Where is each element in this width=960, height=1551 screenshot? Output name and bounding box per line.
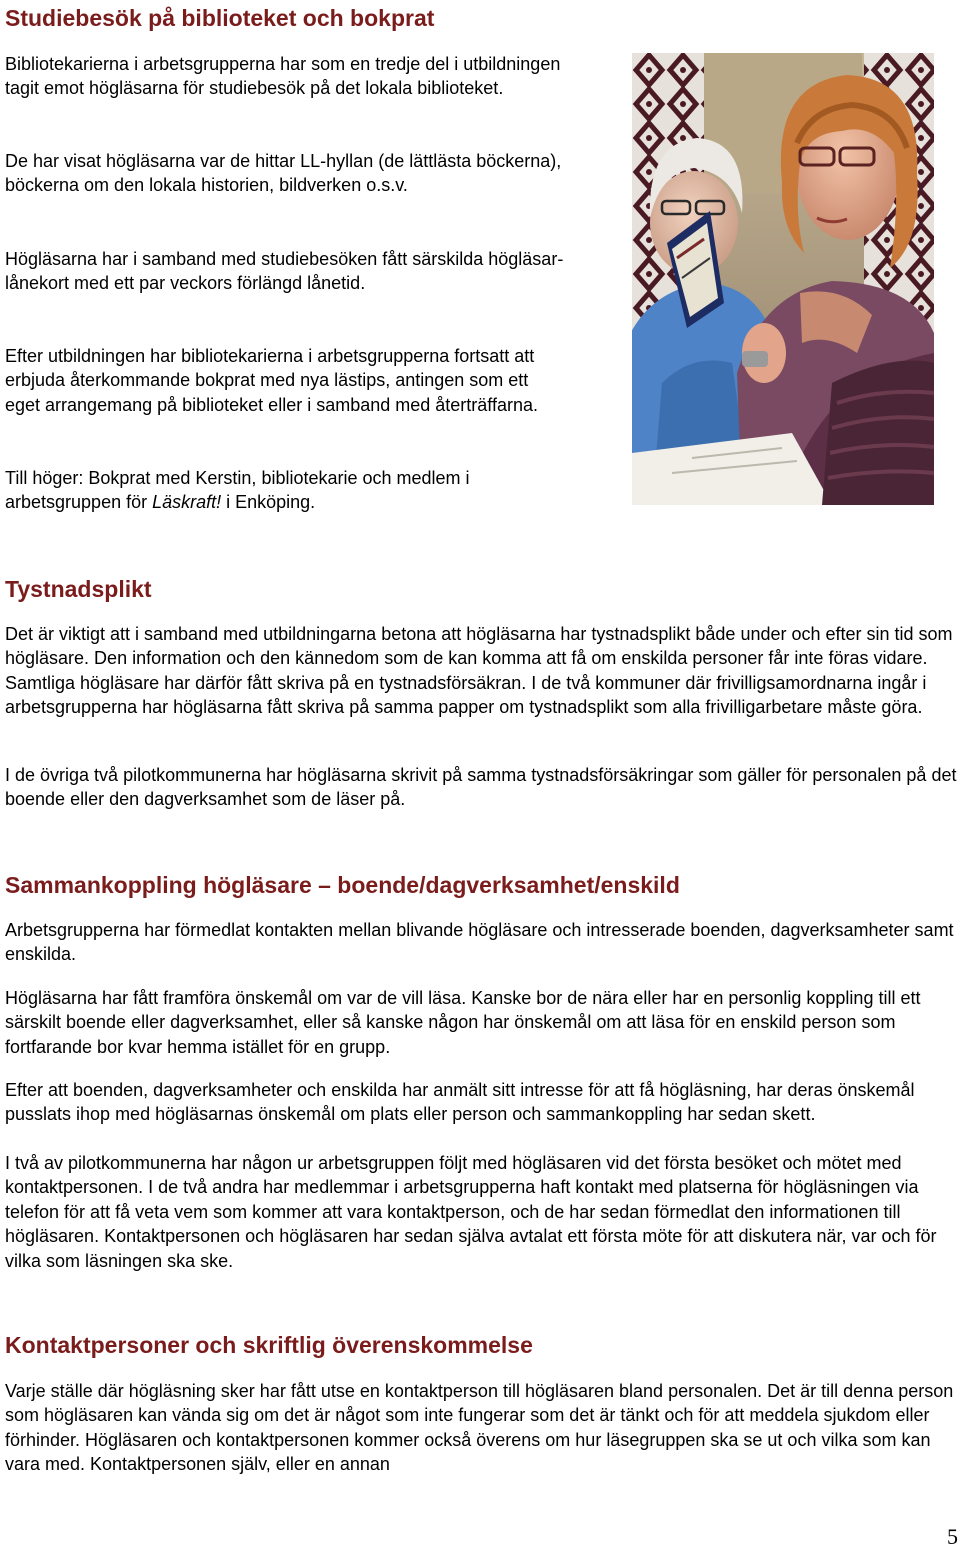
paragraph-matching-process: Efter att boenden, dagverksamheter och enskilda har anmält sitt intresse för att få högläsning, har deras önskemål pusslats ihop med högläsarnas önskemål om plats eller person och sammankoppling har sedan skett. <box>5 1080 915 1125</box>
photo-caption <box>5 466 565 515</box>
photo-illustration <box>632 53 934 505</box>
paragraph-library-cards: Högläsarna har i samband med studiebesöken fått särskilda högläsar-lånekort med ett par veckors förlängd lånetid. <box>5 249 564 294</box>
caption-italic-title: Läskraft! <box>152 492 222 513</box>
paragraph-matching-intro: Arbetsgrupperna har förmedlat kontakten mellan blivande högläsare och intresserade boenden, dagverksamheter samt enskilda. <box>5 920 954 965</box>
paragraph-library-intro: Bibliotekarierna i arbetsgrupperna har som en tredje del i utbildningen tagit emot högläsarna för studiebesök på det lokala biblioteket. <box>5 54 561 99</box>
page-number: 5 <box>947 1524 958 1549</box>
heading-confidentiality: Tystnadsplikt <box>5 576 152 602</box>
paragraph-matching-contact: I två av pilotkommunerna har någon ur arbetsgruppen följt med högläsaren vid det första besöket och mötet med kontaktpersonen. I de två andra har medlemmar i arbetsgrupperna haft kontakt med platserna för högläsningen via telefon för att få veta vem som kommer att vara kontaktperson, och de har sedan förmedlat den informationen till högläsaren. Kontaktpersonen och högläsaren har sedan själva avtalat ett första möte för att diskutera när, var och för vilka som läsningen ska ske. <box>5 1153 937 1271</box>
heading-library-visits: Studiebesök på biblioteket och bokprat <box>5 5 435 31</box>
caption-text-start: Till höger: Bokprat med Kerstin, bibliotekarie och medlem i arbetsgruppen för <box>5 468 470 513</box>
photo-book-talk <box>632 53 934 505</box>
paragraph-matching-wishes: Högläsarna har fått framföra önskemål om var de vill läsa. Kanske bor de nära eller har en personlig koppling till ett särskilt boende eller dagverksamhet, eller så kanske någon har önskemål om att läsa för en enskild person som fortfarande bor kvar hemma istället för en grupp. <box>5 988 921 1057</box>
paragraph-library-shelves: De har visat högläsarna var de hittar LL-hyllan (de lättlästa böckerna), böckerna om den lokala historien, bildverken o.s.v. <box>5 151 562 196</box>
paragraph-confidentiality-other: I de övriga två pilotkommunerna har högläsarna skrivit på samma tystnadsförsäkringar som gäller för personalen på det boende eller den dagverksamhet som de läser på. <box>5 765 957 810</box>
paragraph-contacts-agreement: Varje ställe där högläsning sker har fått utse en kontaktperson till högläsaren bland personalen. Det är till denna person som högläsaren kan vända sig om det är något som inte fungerar som det är tänkt och för att meddela sjukdom eller förhinder. Högläsaren och kontaktpersonen kommer också överens om hur läsegruppen ska se ut och vilka som kan vara med. Kontaktpersonen själv, eller en annan <box>5 1381 954 1475</box>
caption-text-end: i Enköping. <box>221 492 316 513</box>
paragraph-confidentiality-main: Det är viktigt att i samband med utbildningarna betona att högläsarna har tystnadsplikt både under och efter sin tid som högläsare. Den information och den kännedom som de kan komma att få om enskilda personer får inte föras vidare. Samtliga högläsare har därför fått skriva på en tystnadsförsäkran. I de två kommuner där frivilligsamordnarna ingår i arbetsgrupperna har högläsarna fått skriva på samma papper om tystnadsplikt som alla frivilligarbetare måste göra. <box>5 624 953 718</box>
heading-matching: Sammankoppling högläsare – boende/dagverksamhet/enskild <box>5 872 680 898</box>
heading-contacts-agreement: Kontaktpersoner och skriftlig överenskommelse <box>5 1332 533 1358</box>
paragraph-book-talks: Efter utbildningen har bibliotekarierna i arbetsgrupperna fortsatt att erbjuda återkommande bokprat med nya lästips, antingen som ett eget arrangemang på biblioteket eller i samband med återträffarna. <box>5 346 538 415</box>
